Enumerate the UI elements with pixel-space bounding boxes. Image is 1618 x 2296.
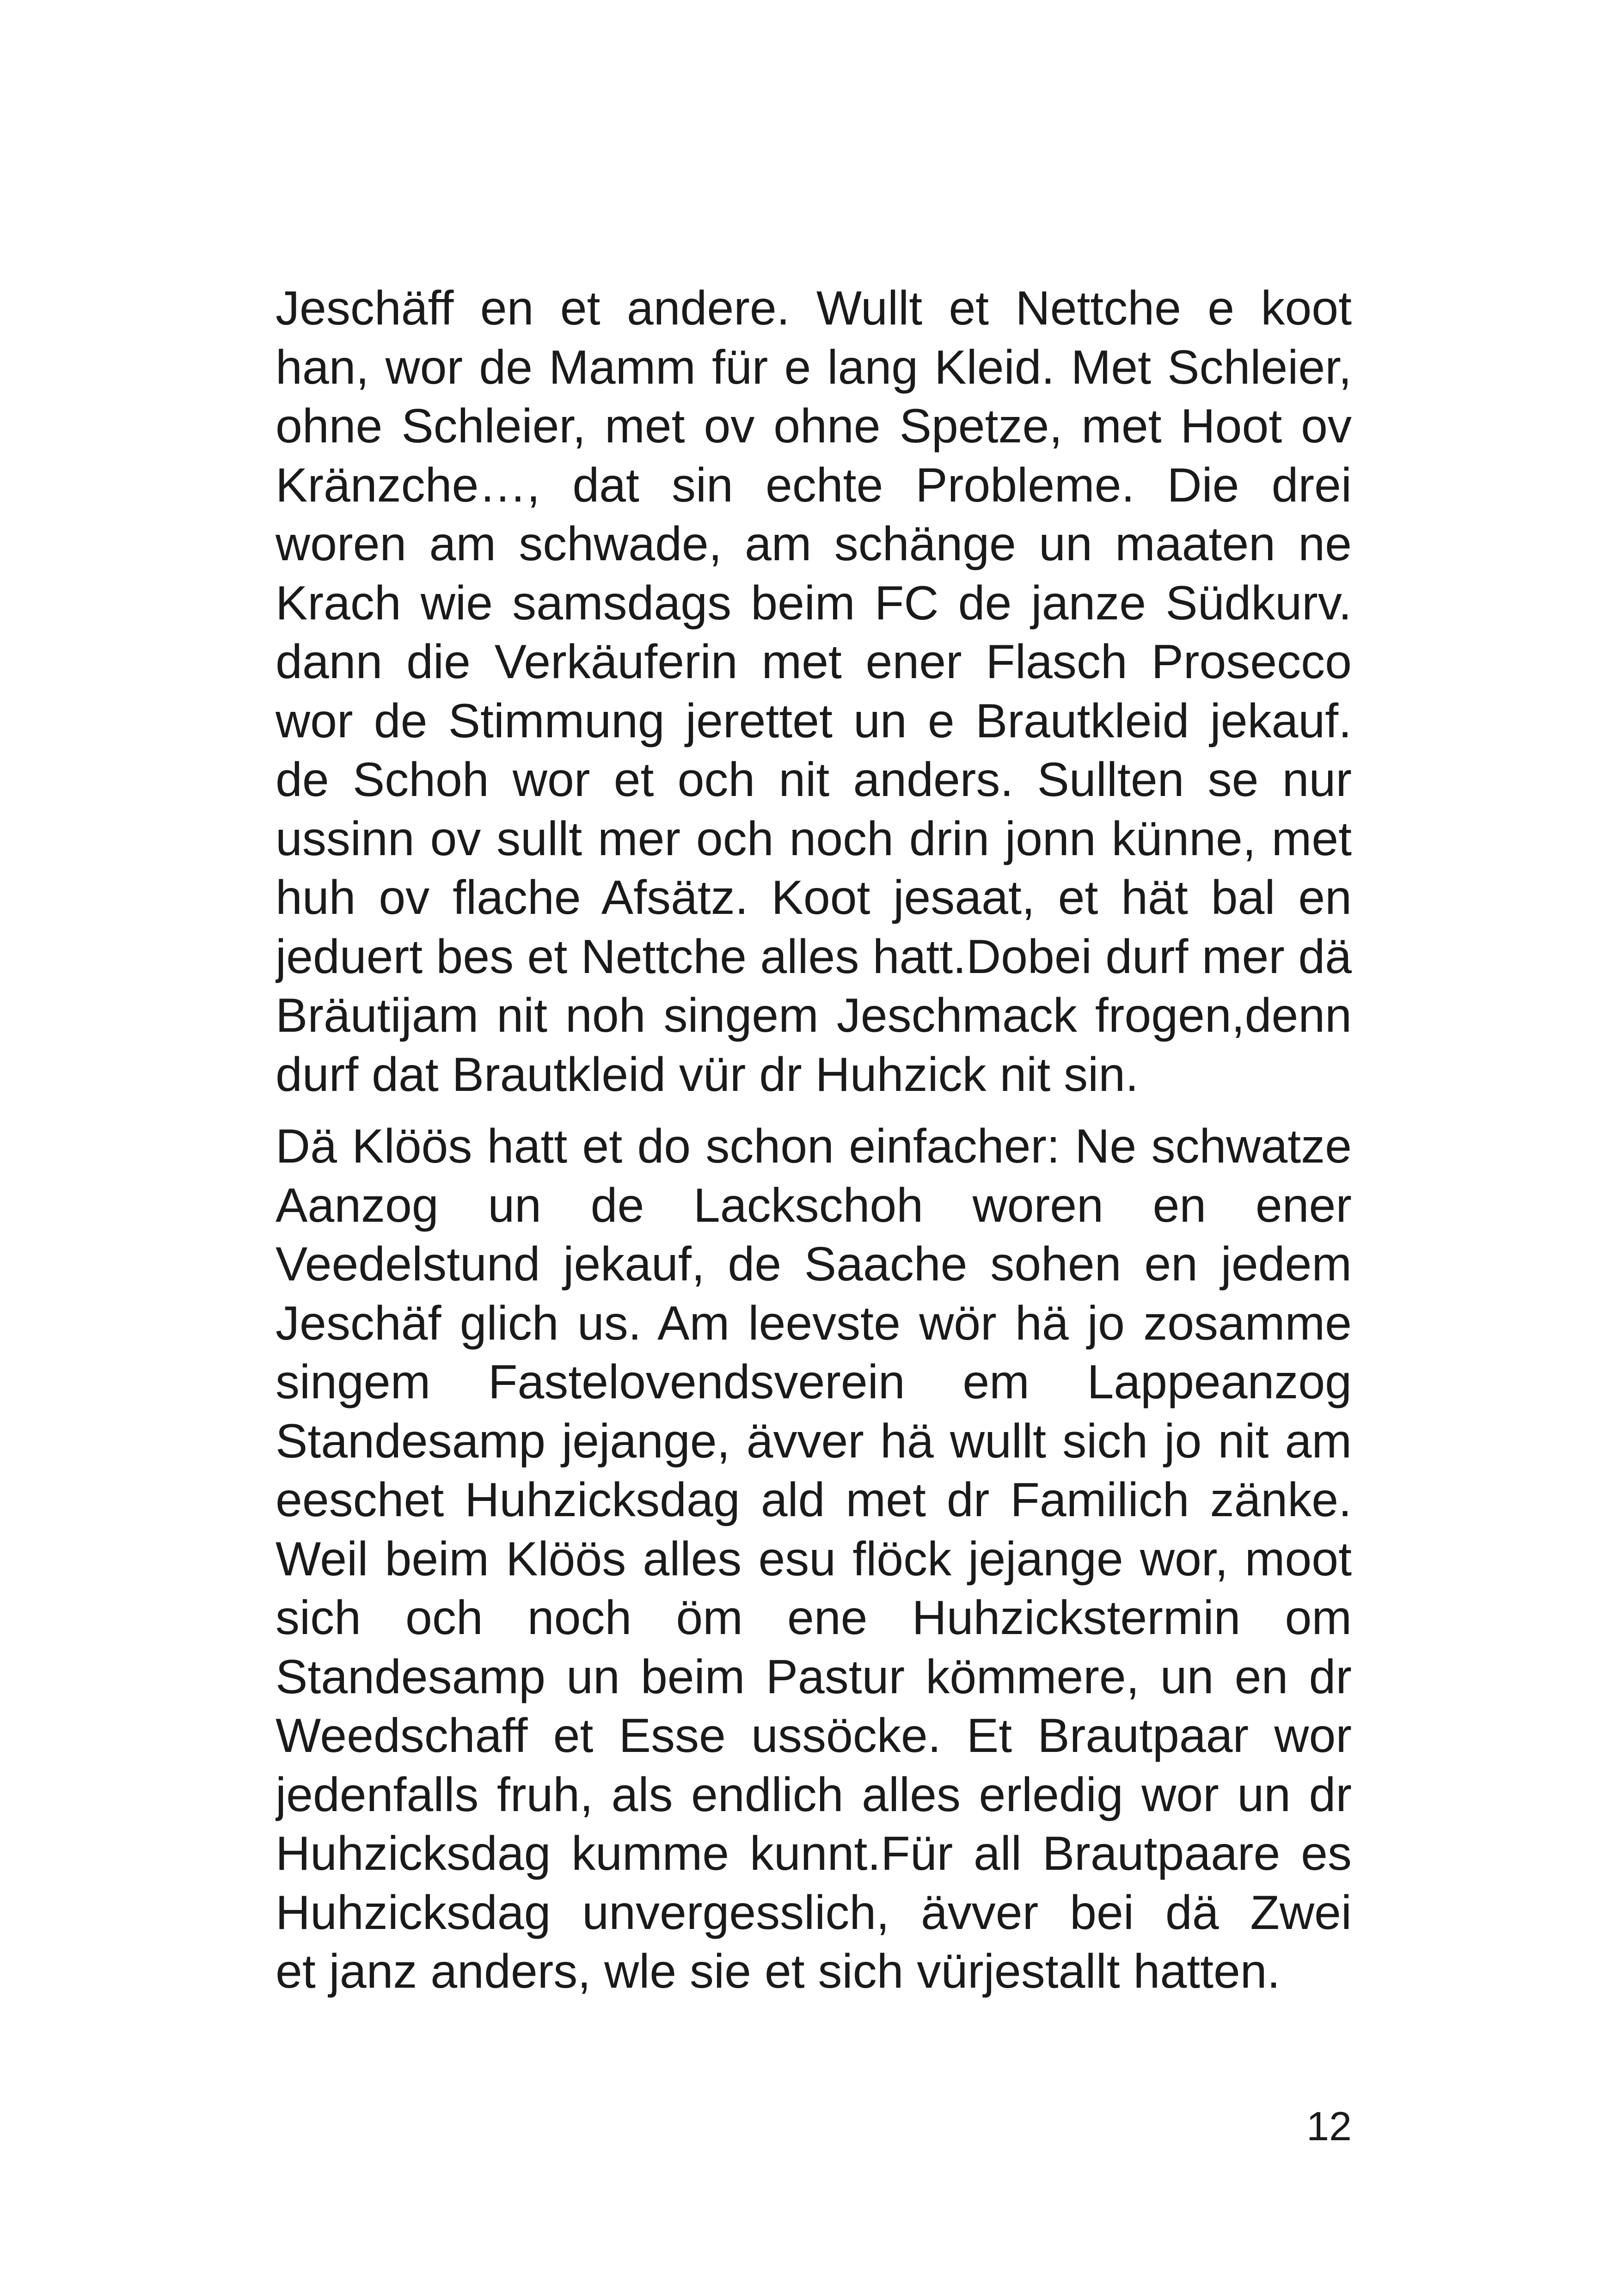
paragraph-line: ussinn ov sullt mer och noch drin jonn künne, met: [276, 812, 1352, 866]
page-number: 12: [1306, 2103, 1352, 2149]
paragraph-line: eeschet Huhzicksdag ald met dr Familich zänke.: [276, 1473, 1352, 1527]
paragraph-line: durf dat Brautkleid vür dr Huhzick nit sin.: [276, 1047, 1139, 1102]
paragraph-line: Dä Klöös hatt et do schon einfacher: Ne schwatze: [276, 1120, 1352, 1173]
paragraph-line: han, wor de Mamm für e lang Kleid. Met Schleier,: [276, 340, 1352, 394]
paragraph-line: et janz anders, wle sie et sich vürjestallt hatten.: [276, 1945, 1281, 1998]
paragraph-line: wor de Stimmung jerettet un e Brautkleid jekauf.: [276, 694, 1352, 748]
paragraph-line: Jeschäff en et andere. Wullt et Nettche e koot: [276, 282, 1352, 335]
paragraph-line: singem Fastelovendsverein em Lappeanzog: [276, 1355, 1352, 1409]
paragraph-line: Bräutijam nit noh singem Jeschmack frogen,denn: [276, 989, 1352, 1042]
paragraph-line: Krach wie samsdags beim FC de janze Südkurv.: [276, 576, 1352, 630]
paragraph-line: dann die Verkäuferin met ener Flasch Prosecco: [276, 635, 1352, 689]
paragraph-line: jedenfalls fruh, als endlich alles erledig wor un dr: [276, 1768, 1352, 1822]
paragraph-line: Huhzicksdag unvergesslich, ävver bei dä Zwei: [276, 1886, 1352, 1940]
paragraph-2: [276, 1117, 1352, 2002]
paragraph-line: jeduert bes et Nettche alles hatt.Dobei durf mer dä: [276, 930, 1352, 984]
paragraph-1: [276, 279, 1352, 1104]
paragraph-line: sich och noch öm ene Huhzickstermin om: [276, 1591, 1352, 1645]
paragraph-line: de Schoh wor et och nit anders. Sullten se nur: [276, 753, 1352, 807]
paragraph-line: Standesamp jejange, ävver hä wullt sich jo nit am: [276, 1414, 1352, 1468]
paragraph-line: woren am schwade, am schänge un maaten ne: [276, 517, 1352, 571]
paragraph-line: huh ov flache Afsätz. Koot jesaat, et hät bal en: [276, 871, 1352, 925]
paragraph-line: Weedschaff et Esse ussöcke. Et Brautpaar wor: [276, 1709, 1352, 1763]
paragraph-line: Standesamp un beim Pastur kömmere, un en dr: [276, 1650, 1352, 1704]
paragraph-line: Veedelstund jekauf, de Saache sohen en jedem: [276, 1237, 1352, 1291]
paragraph-line: Huhzicksdag kumme kunnt.Für all Brautpaare es: [276, 1827, 1352, 1880]
paragraph-line: Weil beim Klöös alles esu flöck jejange wor, moot: [276, 1532, 1352, 1586]
paragraph-line: Aanzog un de Lackschoh woren en ener: [276, 1178, 1352, 1232]
paragraph-line: ohne Schleier, met ov ohne Spetze, met Hoot ov: [276, 399, 1352, 453]
paragraph-line: Jeschäf glich us. Am leevste wör hä jo zosamme: [276, 1296, 1352, 1350]
paragraph-line: Kränzche…, dat sin echte Probleme. Die drei: [276, 458, 1352, 512]
